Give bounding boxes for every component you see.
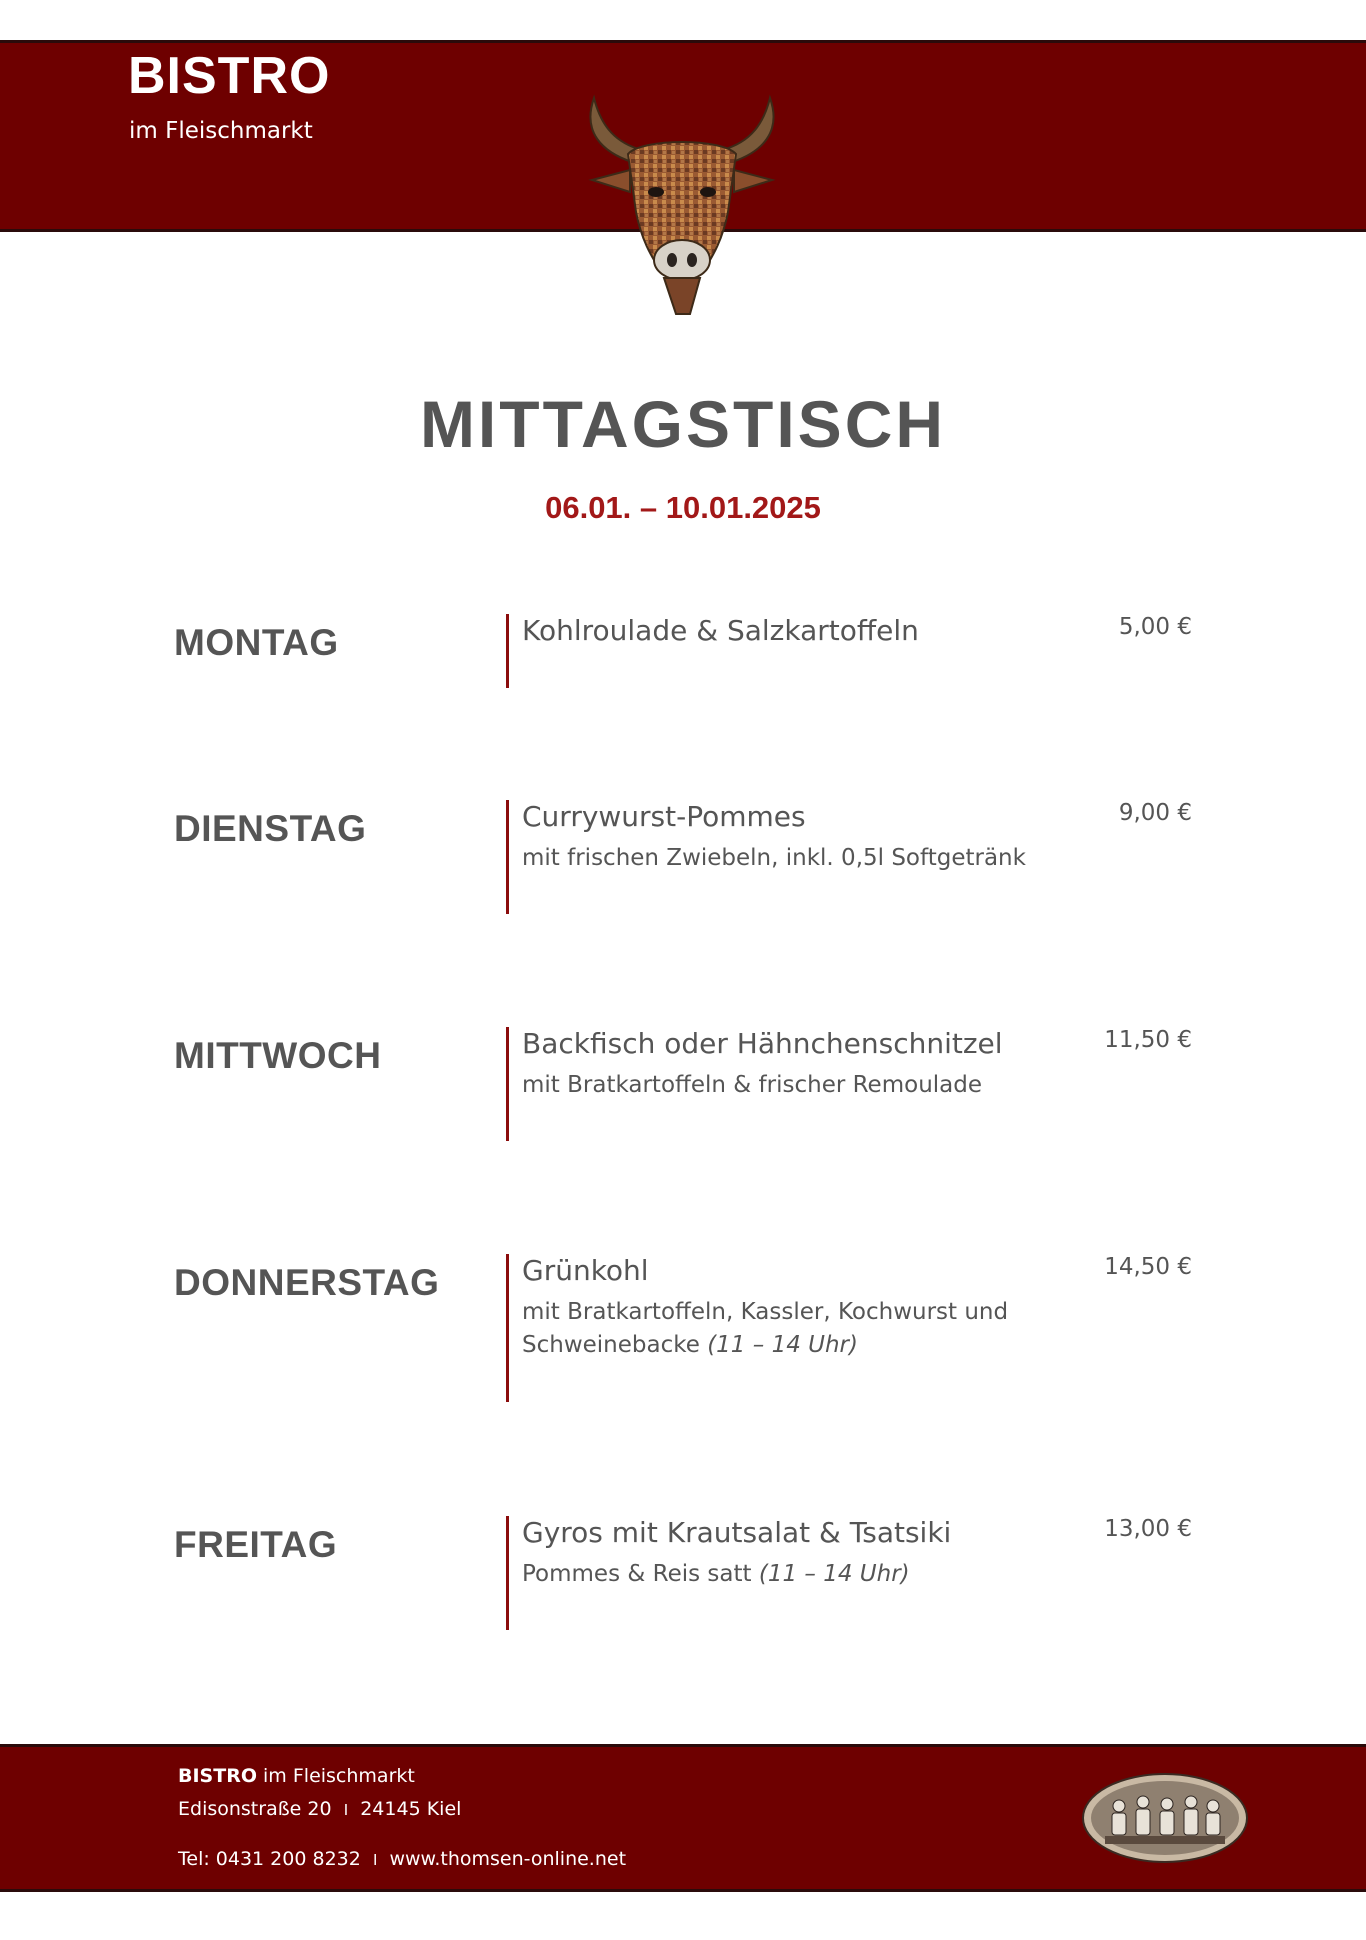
dish-time-note: (11 – 14 Uhr) (707, 1332, 858, 1358)
dish-title: Kohlroulade & Salzkartoffeln (522, 614, 919, 647)
bull-head-mosaic-icon (572, 92, 792, 317)
dish-price: 14,50 € (1104, 1254, 1192, 1280)
row-divider (506, 1027, 509, 1141)
footer-brand: BISTRO im Fleischmarkt (178, 1765, 415, 1787)
dish-title: Backfisch oder Hähnchenschnitzel (522, 1027, 1003, 1060)
row-divider (506, 800, 509, 914)
footer-address: Edisonstraße 20 I 24145 Kiel (178, 1798, 462, 1820)
footer-contact: Tel: 0431 200 8232 I www.thomsen-online.net (178, 1848, 627, 1870)
day-name: FREITAG (174, 1524, 338, 1565)
footer-website-link[interactable]: www.thomsen-online.net (389, 1848, 627, 1870)
dish-time-note: (11 – 14 Uhr) (758, 1561, 910, 1587)
row-divider (506, 1516, 509, 1630)
day-name: MITTWOCH (174, 1035, 382, 1076)
historic-staff-photo-icon (1081, 1772, 1249, 1864)
dish-description: mit Bratkartoffeln & frischer Remoulade (522, 1072, 982, 1098)
dish-title: Currywurst-Pommes (522, 800, 806, 833)
day-name: DIENSTAG (174, 808, 367, 849)
dish-description: mit frischen Zwiebeln, inkl. 0,5l Softgetränk (522, 845, 1026, 871)
dish-price: 9,00 € (1118, 800, 1192, 826)
menu-title: MITTAGSTISCH (419, 387, 947, 461)
dish-price: 13,00 € (1104, 1516, 1192, 1542)
dish-price: 11,50 € (1104, 1027, 1192, 1053)
footer-phone: Tel: 0431 200 8232 (178, 1848, 361, 1870)
dish-title: Grünkohl (522, 1254, 649, 1287)
dish-description: Pommes & Reis satt (11 – 14 Uhr) (522, 1561, 910, 1587)
row-divider (506, 614, 509, 688)
dish-title: Gyros mit Krautsalat & Tsatsiki (522, 1516, 952, 1549)
menu-date-range: 06.01. – 10.01.2025 (545, 490, 821, 525)
day-name: MONTAG (174, 622, 339, 663)
dish-description: mit Bratkartoffeln, Kassler, Kochwurst und Schweinebacke (11 – 14 Uhr) (522, 1299, 1009, 1358)
dish-price: 5,00 € (1118, 614, 1192, 640)
day-name: DONNERSTAG (174, 1262, 440, 1303)
brand-title: BISTRO (128, 47, 331, 105)
brand-subtitle: im Fleischmarkt (129, 118, 313, 144)
row-divider (506, 1254, 509, 1402)
